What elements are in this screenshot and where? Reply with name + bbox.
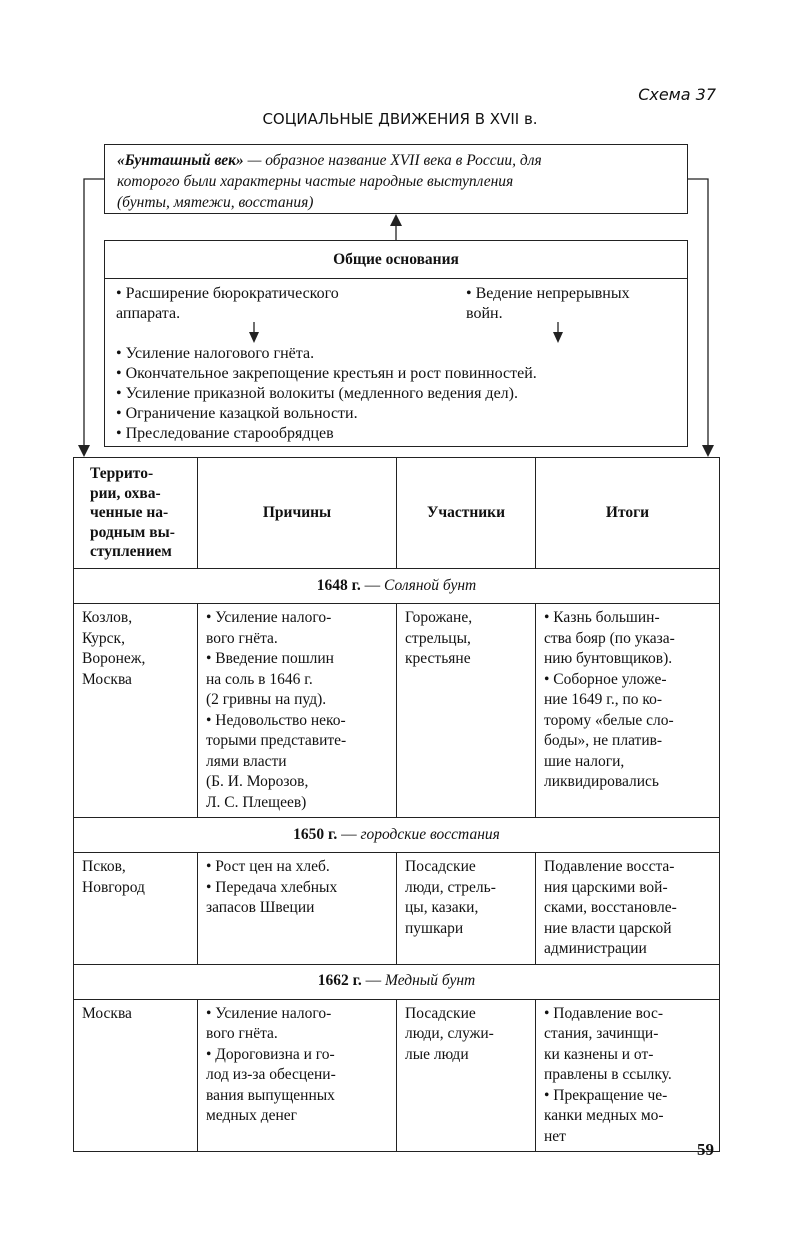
- participants-cell: Горожане, стрельцы, крестьяне: [397, 604, 536, 818]
- causes-cell: • Усиление налого- вого гнёта. • Введение пошлин на соль в 1646 г. (2 гривны на пуд). • Недовольство неко- торыми представите- лями власти (Б. И. Морозов, Л. С. Плещеев): [198, 604, 397, 818]
- wars-item-line: • Ведение непрерывных: [466, 285, 630, 302]
- territories-cell: Козлов, Курск, Воронеж, Москва: [74, 604, 198, 818]
- common-ground-item: • Ограничение казацкой вольности.: [116, 405, 358, 422]
- common-ground-item: • Усиление налогового гнёта.: [116, 345, 315, 362]
- territories-cell: Москва: [74, 999, 198, 1152]
- section-title: 1648 г. — Соляной бунт: [74, 569, 720, 604]
- common-grounds-title: Общие основания: [105, 241, 687, 279]
- scheme-label: Схема 37: [638, 85, 716, 104]
- left-connector-line: [84, 179, 104, 448]
- header-results: Итоги: [536, 458, 720, 569]
- results-cell: Подавление восста- ния царскими вой- сками, восстановле- ние власти царской администрации: [536, 853, 720, 965]
- right-arrowhead-icon: [702, 445, 714, 457]
- common-ground-item: • Усиление приказной волокиты (медленного ведения дел).: [116, 385, 518, 402]
- definition-line: — образное название XVII века в России, для: [243, 152, 542, 169]
- wars-down-arrowhead-icon: [553, 332, 563, 343]
- page-title: СОЦИАЛЬНЫЕ ДВИЖЕНИЯ В XVII в.: [262, 110, 538, 128]
- territories-cell: Псков, Новгород: [74, 853, 198, 965]
- bureaucracy-item-line: • Расширение бюрократического: [116, 285, 339, 302]
- bureaucracy-down-arrowhead-icon: [249, 332, 259, 343]
- wars-item-line: войн.: [466, 305, 503, 322]
- participants-cell: Посадские люди, служи- лые люди: [397, 999, 536, 1152]
- up-arrowhead-icon: [390, 214, 402, 226]
- bureaucracy-item-line: аппарата.: [116, 305, 181, 322]
- results-cell: • Подавление вос- стания, зачинщи- ки казнены и от- правлены в ссылку. • Прекращение че- канки медных мо- нет: [536, 999, 720, 1152]
- definition-term: «Бунташный век»: [117, 152, 244, 169]
- results-cell: • Казнь большин- ства бояр (по указа- нию бунтовщиков). • Соборное уложе- ние 1649 г., по ко- торому «белые сло- боды», не платив- шие налоги, ликвидировались: [536, 604, 720, 818]
- common-ground-item: • Преследование старообрядцев: [116, 425, 334, 442]
- right-connector-line: [688, 179, 708, 448]
- section-title: 1662 г. — Медный бунт: [74, 964, 720, 999]
- definition-line: которого были характерны частые народные выступления: [117, 173, 514, 190]
- causes-cell: • Усиление налого- вого гнёта. • Дороговизна и го- лод из-за обесцени- вания выпущенных медных денег: [198, 999, 397, 1152]
- definition-line: (бунты, мятежи, восстания): [117, 194, 314, 211]
- header-territories: Террито- рии, охва- ченные на- родным вы- ступлением: [74, 458, 198, 569]
- section-title: 1650 г. — городские восстания: [74, 818, 720, 853]
- header-causes: Причины: [198, 458, 397, 569]
- header-participants: Участники: [397, 458, 536, 569]
- common-ground-item: • Окончательное закрепощение крестьян и рост повинностей.: [116, 365, 537, 382]
- participants-cell: Посадские люди, стрель- цы, казаки, пушкари: [397, 853, 536, 965]
- page-number: 59: [697, 1140, 714, 1159]
- causes-cell: • Рост цен на хлеб. • Передача хлебных запасов Швеции: [198, 853, 397, 965]
- left-arrowhead-icon: [78, 445, 90, 457]
